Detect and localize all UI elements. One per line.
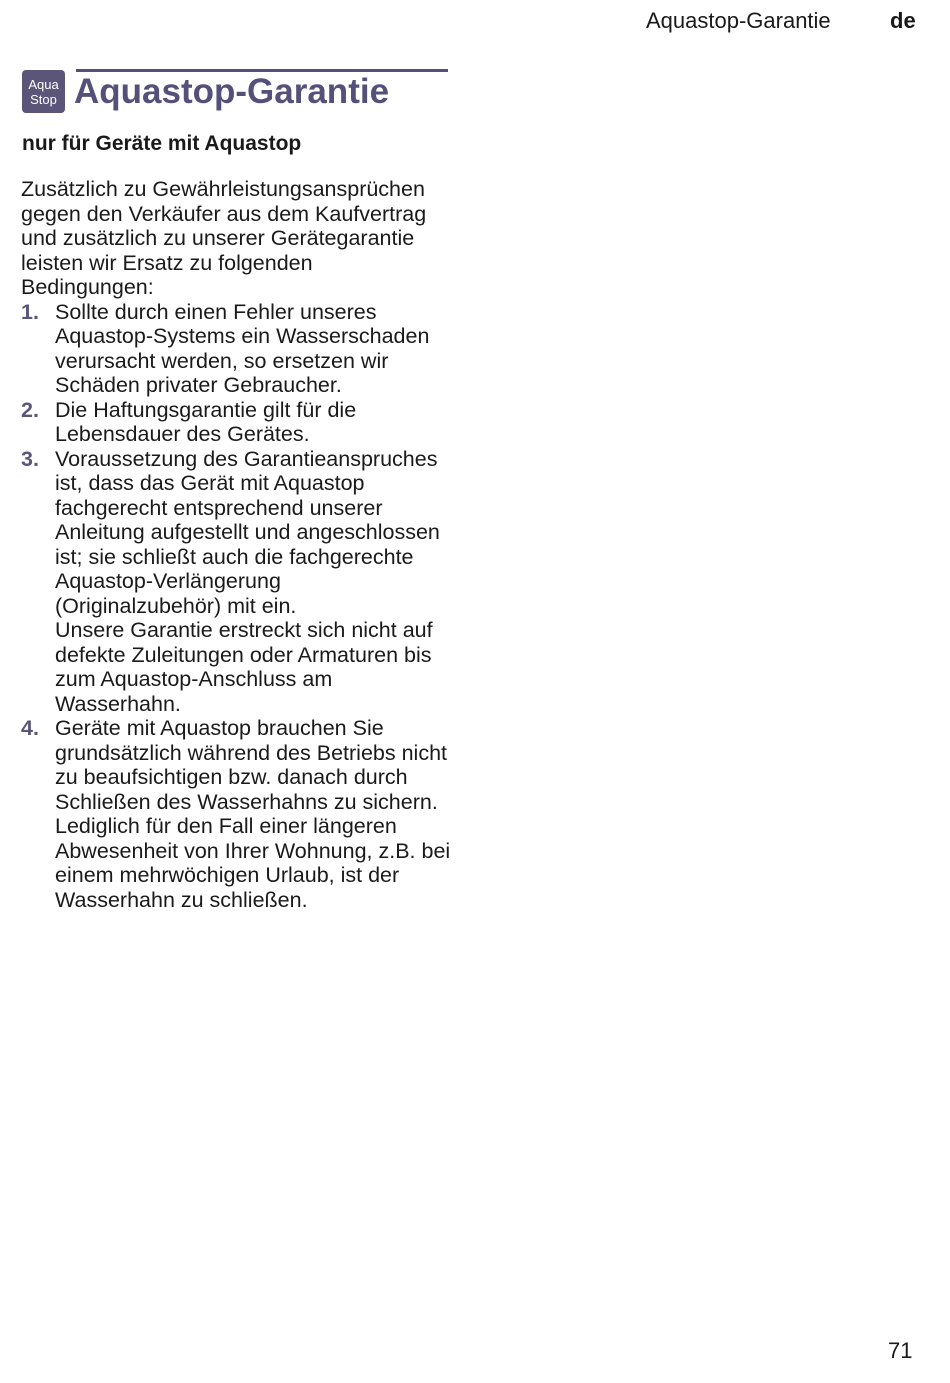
list-item: [21, 300, 451, 398]
list-item-number: 1.: [21, 299, 39, 324]
list-item-text: Voraussetzung des Garantieanspruches ist, dass das Gerät mit Aquastop fachgerecht entsprechend unserer Anleitung aufgestellt und angeschlossen ist; sie schließt auch die fachgerechte Aquastop-Verlängerung (Originalzubehör) mit ein.: [55, 446, 440, 618]
aquastop-logo-line2: Stop: [30, 91, 57, 107]
aquastop-logo-icon: [22, 70, 65, 113]
list-item-number: 3.: [21, 446, 39, 471]
language-code: de: [890, 8, 916, 33]
page-number: 71: [888, 1338, 913, 1363]
running-header-title: Aquastop-Garantie: [646, 8, 831, 33]
body-text: [21, 177, 451, 912]
list-item-text-continued: Lediglich für den Fall einer längeren Abwesenheit von Ihrer Wohnung, z.B. bei einem mehrwöchigen Urlaub, ist der Wasserhahn zu schließen.: [55, 814, 451, 912]
list-item-text: Geräte mit Aquastop brauchen Sie grundsätzlich während des Betriebs nicht zu beaufsichtigen bzw. danach durch Schließen des Wasserhahns zu sichern.: [55, 716, 447, 814]
list-item: [21, 398, 451, 447]
list-item-text: Die Haftungsgarantie gilt für die Lebensdauer des Gerätes.: [55, 397, 357, 446]
list-item: [21, 716, 451, 912]
aquastop-logo-line1: Aqua: [28, 76, 59, 92]
list-item-text-continued: Unsere Garantie erstreckt sich nicht auf defekte Zuleitungen oder Armaturen bis zum Aquastop-Anschluss am Wasserhahn.: [55, 618, 433, 716]
section-subtitle: nur für Geräte mit Aquastop: [22, 132, 302, 155]
list-item-number: 4.: [21, 716, 39, 740]
list-item: [21, 447, 451, 717]
page-title: Aquastop-Garantie: [74, 72, 390, 111]
intro-paragraph: Zusätzlich zu Gewährleistungsansprüchen gegen den Verkäufer aus dem Kaufvertrag und zusätzlich zu unserer Gerätegarantie leisten wir Ersatz zu folgenden Bedingungen:: [21, 177, 427, 299]
list-item-number: 2.: [21, 397, 39, 422]
list-item-text: Sollte durch einen Fehler unseres Aquastop-Systems ein Wasserschaden verursacht werden, so ersetzen wir Schäden privater Gebraucher.: [55, 299, 430, 397]
conditions-list: [21, 300, 451, 913]
